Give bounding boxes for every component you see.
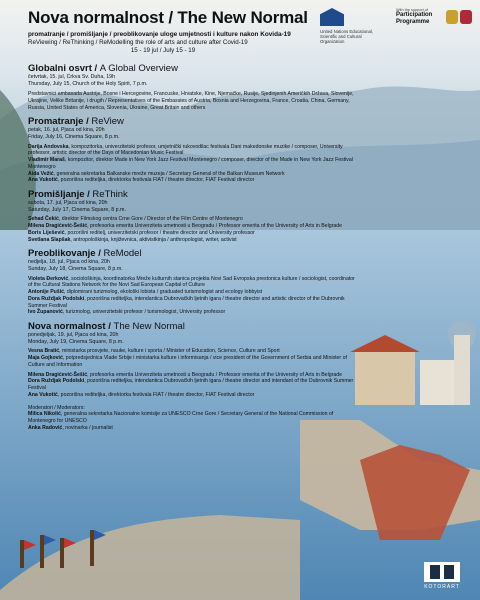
speaker-entry: Sehad Čekić, direktor Filmskog centra Crne Gore / Director of the Film Centre of Montenegro — [28, 216, 243, 223]
subtitle-english: ReViewing / ReThinking / ReModelling the role of arts and culture after Covid-19 — [28, 39, 248, 46]
section-date-en: Friday, July 16, Cinema Square, 8 p.m. — [28, 134, 120, 141]
section-date-en: Sunday, July 18, Cinema Square, 8 p.m. — [28, 266, 123, 273]
kotorart-mark-icon — [424, 562, 460, 582]
crest-icon — [446, 10, 458, 24]
unesco-logo — [320, 8, 376, 44]
speaker-entry: Vladimir Maraš, kompozitor, direktor Made in New York Jazz Festival Montenegro / composer, director of the Made in New York Jazz Festival Montenegro — [28, 157, 353, 170]
speaker-entry: Violeta Đerković, sociološkinja, koordinatorka Mreže kulturnih stanica projekta Novi Sad Evropska prestonica kulture / sociologist, coordinator of the Cultural Stations Network for the Novi Sad European Capital of Culture — [28, 275, 355, 289]
speaker-entry: Darija Andovska, kompozitorka, univerzitetski profesor, umjetnički rukovodilac festivala Dani makedonske muzike / composer, University professor, artistic director of the Days of Macedonian Music Festival — [28, 143, 343, 157]
section-date-en: Thursday, July 15, Church of the Holy Spirit, 7 p.m. — [28, 80, 148, 87]
section-global-overview — [28, 63, 358, 111]
logo-strip — [320, 8, 470, 54]
speaker-entry: Maja Gojković, potpredsjednica Vlade Srbije i ministarka kulture i informisanja / vice president of the Government of Serbia and Minister of Culture and Information — [28, 355, 347, 368]
kotorart-label: KOTORART — [424, 584, 460, 590]
section-title: Promatranje / ReView — [28, 116, 124, 128]
speaker-entry: Aida Vežić, generalna sekretarka Balkanske mreže muzeja / Secretary General of the Balkan Museum Network — [28, 170, 285, 177]
speaker-entry: Milena Dragićević-Šešić, profesorka emerita Univerziteta umetnosti u Beogradu / Professor emerita of the University of Arts in Belgrade — [28, 371, 342, 378]
kotorart-logo — [422, 562, 462, 590]
speaker-entry: Ana Vukotić, pozorišna rediteljka, direktorka festivala FIAT / theatre director, FIAT Festival director — [28, 177, 255, 184]
speaker-entry: Dora Ruždjak Podolski, pozorišna rediteljka, intendantica Dubrovačkih ljetnih igara / theatre director and intendant of the Dubrovnik Summer Festival — [28, 378, 354, 392]
section-title: Nova normalnost / The New Normal — [28, 321, 185, 333]
event-dates: 15 - 19 jul / July 15 - 19 — [130, 47, 196, 54]
subtitle-local: promatranje / promišljanje / preoblikovanje uloge umjetnosti i kulture nakon Kovida-19 — [28, 31, 291, 38]
speaker-entry: Vesna Bratić, ministarka prosvjete, nauke, kulture i sporta / Minister of Education, Science, Culture and Sport — [28, 348, 280, 355]
section-date-local: subota, 17. jul, Pjaca od kina, 20h — [28, 200, 108, 207]
speaker-entry: Antonije Pušić, diplomirani turizmolog, ekološki lobista / graduated turismologist and ecology lobbyist — [28, 289, 263, 296]
speaker-entry: Svetlana Slapšak, antropološkinja, književnica, aktivistkinja / anthropologist, writer, activist — [28, 236, 237, 243]
program — [28, 58, 358, 432]
section-paragraph: Predstavnici ambasada Austrije, Bosne i Hercegovine, Francuske, Hrvatske, Kine, Njemačke, Rusije, Sjedinjenih Američkih Država, Slovenije, Ukrajine, Velike Britanije, i drugih / Representatives of the Embassies of Austria, Bosnia and Herzegovina, France, Croatia, China, Germany, Russia, United States of America, Slovenia, Ukraine, Great Britain and others — [28, 91, 354, 111]
section-date-local: ponedjeljak, 19. jul, Pjaca od kina, 20h — [28, 332, 119, 339]
speaker-entry: Boris Liješević, pozorišni reditelj, univerzitetski profesor / theatre director and University professor — [28, 229, 255, 236]
crest-icon — [460, 10, 472, 24]
page-title: Nova normalnost / The New Normal — [28, 8, 308, 27]
section-new-normal — [28, 321, 358, 398]
section-date-local: petak, 16. jul, Pjaca od kina, 20h — [28, 127, 105, 134]
section-title: Globalni osvrt / A Global Overview — [28, 63, 178, 74]
section-date-en: Saturday, July 17, Cinema Square, 8 p.m. — [28, 206, 126, 213]
speaker-entry: Ana Vukotić, pozorišna rediteljka, direktorka festivala FIAT / theatre director, FIAT Festival director — [28, 391, 255, 398]
speaker-entry: Ivo Županović, turizmolog, univerzitetski profesor / turismologist, University professor — [28, 309, 226, 316]
moderators — [28, 405, 358, 432]
moderator-entry: Anka Radović, novinarka / journalist — [28, 424, 113, 431]
unesco-label: United Nations Educational, Scientific and Cultural Organization — [320, 29, 374, 45]
header — [28, 8, 470, 58]
section-rethink — [28, 189, 358, 243]
unesco-temple-icon — [320, 8, 344, 26]
section-date-local: četvrtak, 15. jul, Crkva Sv. Duha, 19h — [28, 74, 116, 80]
section-remodel — [28, 248, 358, 316]
section-date-en: Monday, July 19, Cinema Square, 8 p.m. — [28, 338, 124, 345]
speaker-entry: Milena Dragićević-Šešić, profesorka emerita Univerziteta umetnosti u Beogradu / Professor emerita of the University of Arts in Belgrade — [28, 223, 342, 230]
section-review — [28, 116, 358, 184]
section-title: Preoblikovanje / ReModel — [28, 248, 142, 260]
section-date-local: nedjelja, 18. jul, Pjaca od kina, 20h — [28, 259, 110, 266]
section-title: Promišljanje / ReThink — [28, 189, 128, 201]
participation-programme-logo — [396, 8, 444, 25]
speaker-entry: Dora Ruždjak Podolski, pozorišna rediteljka, intendantica Dubrovačkih ljetnih igara / theatre director and artistic director of the Dubrovnik Summer Festival — [28, 295, 345, 309]
pp-title: Participation Programme — [396, 12, 433, 25]
moderators-label: Moderatori / Moderators: — [28, 404, 85, 411]
moderator-entry: Milica Nikolić, generalna sekretarka Nacionalne komisije za UNESCO Crne Gore / Secretary General of the National Commission of Montenegro for UNESCO — [28, 411, 334, 425]
pp-small-label: With the support of — [396, 8, 428, 12]
